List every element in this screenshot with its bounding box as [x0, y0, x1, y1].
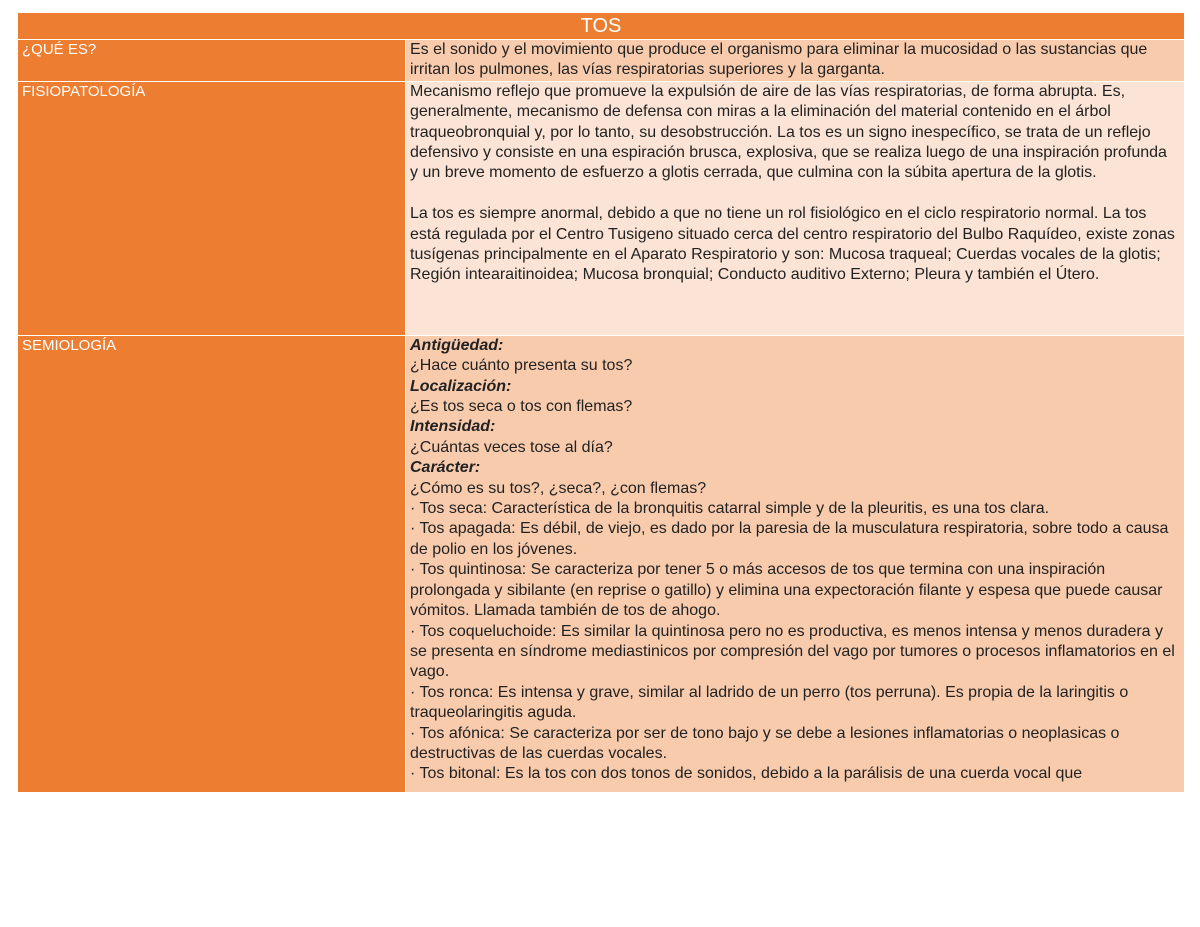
- row-label-fisiopatologia: FISIOPATOLOGÍA: [18, 81, 406, 335]
- fisiopatologia-paragraph-1: Mecanismo reflejo que promueve la expulsión de aire de las vías respiratorias, de forma abrupta. Es, generalmente, mecanismo de defensa con miras a la eliminación del material contenido en el árbol traqueobronquial y, por lo tanto, su desobstrucción. La tos es un signo inespecífico, se trata de un reflejo defensivo y consiste en una espiración brusca, explosiva, que se realiza luego de una inspiración profunda y un breve momento de esfuerzo a glotis cerrada, que culmina con la súbita apertura de la glotis.: [410, 82, 1167, 182]
- table-title: TOS: [18, 13, 1185, 40]
- localizacion-question: ¿Es tos seca o tos con flemas?: [410, 398, 633, 416]
- intensidad-heading: Intensidad:: [410, 418, 496, 436]
- table-row-semiologia: [18, 335, 1185, 792]
- tos-seca-item: · Tos seca: Característica de la bronquitis catarral simple y de la pleuritis, es una tos clara.: [410, 500, 1050, 518]
- tos-bitonal-item: · Tos bitonal: Es la tos con dos tonos de sonidos, debido a la parálisis de una cuerda vocal que: [410, 765, 1083, 783]
- tos-coqueluchoide-item: · Tos coqueluchoide: Es similar la quintinosa pero no es productiva, es menos intensa y menos duradera y se presenta en síndrome mediastinicos por compresión del vago por tumores o procesos inflamatorios en el vago.: [410, 622, 1175, 681]
- tos-afonica-item: · Tos afónica: Se caracteriza por ser de tono bajo y se debe a lesiones inflamatorias o neoplasicas o destructivas de las cuerdas vocales.: [410, 724, 1120, 762]
- tos-table: [17, 12, 1185, 793]
- row-content-semiologia: [406, 335, 1185, 792]
- tos-quintinosa-item: · Tos quintinosa: Se caracteriza por tener 5 o más accesos de tos que termina con una inspiración prolongada y sibilante (en reprise o gatillo) y elimina una expectoración filante y espesa que puede causar vómitos. Llamada también de tos de ahogo.: [410, 561, 1163, 620]
- antiguedad-question: ¿Hace cuánto presenta su tos?: [410, 357, 633, 375]
- row-content-que-es: Es el sonido y el movimiento que produce el organismo para eliminar la mucosidad o las sustancias que irritan los pulmones, las vías respiratorias superiores y la garganta.: [406, 40, 1185, 82]
- table-row-que-es: [18, 40, 1185, 82]
- row-label-semiologia: SEMIOLOGÍA: [18, 335, 406, 792]
- fisiopatologia-paragraph-2: La tos es siempre anormal, debido a que no tiene un rol fisiológico en el ciclo respiratorio normal. La tos está regulada por el Centro Tusigeno situado cerca del centro respiratorio del Bulbo Raquídeo, existe zonas tusígenas principalmente en el Aparato Respiratorio y son: Mucosa traqueal; Cuerdas vocales de la glotis; Región intearaitinoidea; Mucosa bronquial; Conducto auditivo Externo; Pleura y también el Útero.: [410, 205, 1175, 284]
- localizacion-heading: Localización:: [410, 377, 512, 395]
- tos-apagada-item: · Tos apagada: Es débil, de viejo, es dado por la paresia de la musculatura respiratoria, sobre todo a causa de polio en los jóvenes.: [410, 520, 1169, 558]
- intensidad-question: ¿Cuántas veces tose al día?: [410, 438, 613, 456]
- title-row: [18, 13, 1185, 40]
- antiguedad-heading: Antigüedad:: [410, 336, 504, 354]
- caracter-heading: Carácter:: [410, 459, 481, 477]
- row-label-que-es: ¿QUÉ ES?: [18, 40, 406, 82]
- caracter-question: ¿Cómo es su tos?, ¿seca?, ¿con flemas?: [410, 479, 707, 497]
- row-content-fisiopatologia: [406, 81, 1185, 335]
- paragraph-gap: [410, 184, 1179, 204]
- table-row-fisiopatologia: [18, 81, 1185, 335]
- tos-ronca-item: · Tos ronca: Es intensa y grave, similar al ladrido de un perro (tos perruna). Es propia de la laringitis o traqueolaringitis aguda.: [410, 683, 1129, 722]
